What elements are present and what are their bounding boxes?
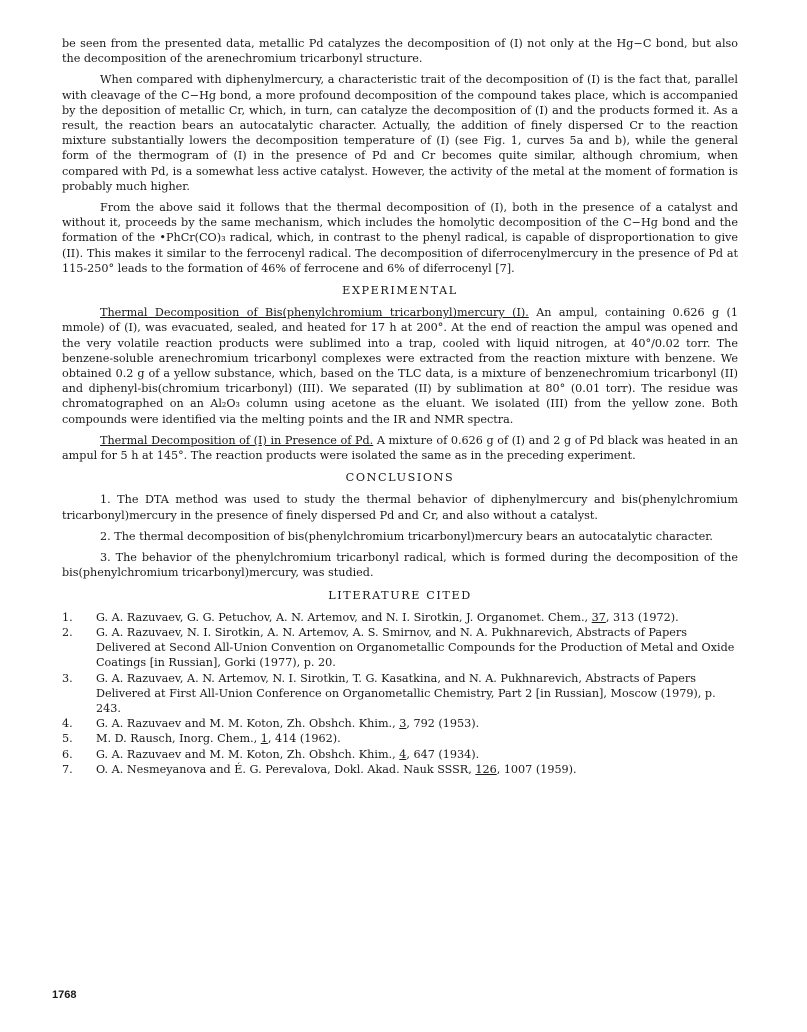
- reference-text: G. A. Razuvaev and M. M. Koton, Zh. Obshch. Khim., 4, 647 (1934).: [96, 747, 480, 761]
- experiment-1-text: An ampul, containing 0.626 g (1 mmole) of (I), was evacuated, sealed, and heated for 17 h at 200°. At the end of reaction the ampul was opened and the very volatile reaction products were sublimed into a trap, cooled with liquid nitrogen, at 40°/0.02 torr. The benzene-soluble arenechromium tricarbonyl complexes were extracted from the reaction mixture with benzene. We obtained 0.2 g of a yellow substance, which, based on the TLC data, is a mixture of benzenechromium tricarbonyl (II) and diphenyl-bis(chromium tricarbonyl) (III). We separated (II) by sublimation at 80° (0.01 torr). The residue was chromatographed on an Al₂O₃ column using acetone as the eluant. We isolated (III) from the yellow zone. Both compounds were identified via the melting points and the IR and NMR spectra.: [62, 306, 738, 426]
- reference-number: 6.: [62, 747, 73, 761]
- reference-text: G. A. Razuvaev, G. G. Petuchov, A. N. Artemov, and N. I. Sirotkin, J. Organomet. Chem., 37, 313 (1972).: [96, 610, 679, 624]
- page-number: 1768: [52, 989, 77, 1001]
- conclusion-item: 1. The DTA method was used to study the thermal behavior of diphenylmercury and bis(phenylchromium tricarbonyl)mercury in the presence of finely dispersed Pd and Cr, and also without a catalyst.: [62, 493, 738, 522]
- reference-item: [62, 625, 738, 671]
- reference-text: G. A. Razuvaev and M. M. Koton, Zh. Obshch. Khim., 3, 792 (1953).: [96, 717, 480, 731]
- experiment-1-paragraph: [62, 305, 738, 427]
- reference-number: 1.: [62, 610, 73, 624]
- reference-text: M. D. Rausch, Inorg. Chem., 1, 414 (1962).: [96, 732, 341, 746]
- reference-volume: 3: [399, 717, 407, 731]
- reference-number: 2.: [62, 625, 73, 639]
- reference-number: 7.: [62, 762, 73, 776]
- reference-volume: 1: [260, 732, 268, 746]
- experiment-2-text: A mixture of 0.626 g of (I) and 2 g of Pd black was heated in an ampul for 5 h at 145°. The reaction products were isolated the same as in the preceding experiment.: [62, 433, 739, 463]
- experimental-heading: EXPERIMENTAL: [342, 284, 458, 298]
- conclusions-heading: CONCLUSIONS: [345, 471, 455, 485]
- reference-volume: 4: [399, 747, 407, 761]
- reference-number: 3.: [62, 671, 73, 685]
- conclusion-item: 3. The behavior of the phenylchromium tricarbonyl radical, which is formed during the decomposition of the bis(phenylchromium tricarbonyl)mercury, was studied.: [62, 551, 738, 580]
- reference-item: [62, 762, 738, 777]
- reference-volume: 126: [475, 762, 497, 776]
- article-page: [62, 36, 738, 777]
- intro-paragraph: be seen from the presented data, metallic Pd catalyzes the decomposition of (I) not only at the Hg−C bond, but also the decomposition of the arenechromium tricarbonyl structure.: [62, 37, 738, 66]
- experiment-1-title: Thermal Decomposition of Bis(phenylchromium tricarbonyl)mercury (I).: [100, 306, 529, 320]
- literature-heading: LITERATURE CITED: [328, 588, 472, 602]
- reference-item: [62, 731, 738, 746]
- reference-text: G. A. Razuvaev, A. N. Artemov, N. I. Sirotkin, T. G. Kasatkina, and N. A. Pukhnarevich, Abstracts of Papers Delivered at First All-Union Conference on Organometallic Chemistry, Part 2 [in Russian], Moscow (1979), p. 243.: [96, 671, 716, 715]
- reference-list: [62, 610, 738, 777]
- reference-number: 4.: [62, 717, 73, 731]
- reference-item: [62, 747, 738, 762]
- experiment-2-paragraph: [62, 433, 738, 463]
- autocatalytic-paragraph: When compared with diphenylmercury, a characteristic trait of the decomposition of (I) is the fact that, parallel with cleavage of the C−Hg bond, a more profound decomposition of the compound takes place, which is accompanied by the deposition of metallic Cr, which, in turn, can catalyze the decomposition of (I) and the products formed it. As a result, the reaction bears an autocatalytic character. Actually, the addition of finely dispersed Cr to the reaction mixture substantially lowers the decomposition temperature of (I) (see Fig. 1, curves 5a and b), while the general form of the thermogram of (I) in the presence of Pd and Cr becomes quite similar, although chromium, when compared with Pd, is a somewhat less active catalyst. However, the activity of the metal at the moment of formation is probably much higher.: [62, 73, 738, 193]
- reference-item: [62, 671, 738, 717]
- reference-text: O. A. Nesmeyanova and É. G. Perevalova, Dokl. Akad. Nauk SSSR, 126, 1007 (1959).: [96, 762, 577, 776]
- mechanism-paragraph: From the above said it follows that the thermal decomposition of (I), both in the presence of a catalyst and without it, proceeds by the same mechanism, which includes the homolytic decomposition of the C−Hg bond and the formation of the •PhCr(CO)₃ radical, which, in contrast to the phenyl radical, is capable of disproportionation to give (II). This makes it similar to the ferrocenyl radical. The decomposition of diferrocenylmercury in the presence of Pd at 115-250° leads to the formation of 46% of ferrocene and 6% of diferrocenyl [7].: [62, 201, 738, 275]
- reference-volume: 37: [591, 610, 606, 624]
- conclusion-item: 2. The thermal decomposition of bis(phenylchromium tricarbonyl)mercury bears an autocatalytic character.: [100, 529, 713, 543]
- experiment-2-title: Thermal Decomposition of (I) in Presence of Pd.: [100, 433, 374, 447]
- reference-item: [62, 610, 738, 625]
- reference-number: 5.: [62, 732, 73, 746]
- reference-text: G. A. Razuvaev, N. I. Sirotkin, A. N. Artemov, A. S. Smirnov, and N. A. Pukhnarevich, Abstracts of Papers Delivered at Second All-Union Convention on Organometallic Compounds for the Production of Metal and Oxide Coatings [in Russian], Gorki (1977), p. 20.: [96, 625, 735, 670]
- reference-item: [62, 716, 738, 731]
